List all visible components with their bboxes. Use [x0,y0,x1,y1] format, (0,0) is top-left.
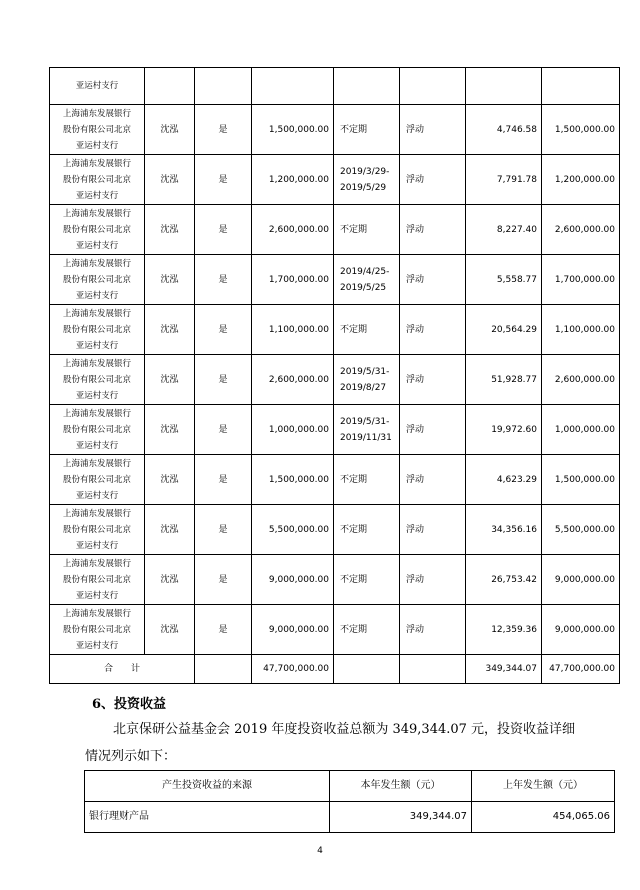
table-row [50,605,620,655]
bank-name-cell [50,255,145,305]
income-type-cell: 浮动 [400,555,466,605]
recovered-amount-cell: 1,500,000.00 [542,455,620,505]
recovered-amount-cell: 1,200,000.00 [542,155,620,205]
person-cell: 沈泓 [145,605,195,655]
bank-name-cell [50,105,145,155]
period-cell-line: 2019/5/25 [340,282,387,293]
bank-name-cell-line: 上海浦东发展银行 [62,508,131,519]
empty-cell [400,655,466,684]
bank-name-cell-line: 亚运村支行 [75,140,119,151]
bank-name-cell-line: 上海浦东发展银行 [62,108,131,119]
income-type-cell: 浮动 [400,405,466,455]
income-cell: 19,972.60 [466,405,542,455]
period-cell [334,405,400,455]
bank-name-cell-line: 股份有限公司北京 [62,424,131,435]
related-party-cell: 是 [195,155,252,205]
bank-name-cell-line: 股份有限公司北京 [62,224,131,235]
period-cell-line: 2019/3/29- [340,166,390,177]
period-cell-line: 不定期 [340,224,368,235]
table-row [50,255,620,305]
recovered-amount-cell: 9,000,000.00 [542,555,620,605]
period-cell [334,155,400,205]
total-recovered: 47,700,000.00 [542,655,620,684]
bank-name-cell-line: 亚运村支行 [75,490,119,501]
amount-cell: 1,700,000.00 [252,255,334,305]
income-cell: 7,791.78 [466,155,542,205]
period-cell-line: 不定期 [340,624,368,635]
period-cell-line: 不定期 [340,524,368,535]
table-row [50,405,620,455]
bank-name-cell-line: 上海浦东发展银行 [62,408,131,419]
person-cell: 沈泓 [145,205,195,255]
bank-name-cell-line: 上海浦东发展银行 [62,208,131,219]
related-party-cell: 是 [195,355,252,405]
investment-income-summary: 北京保研公益基金会 2019 年度投资收益总额为 349,344.07 元，投资收益详细情况列示如下： [85,722,576,764]
table-row [50,555,620,605]
income-cell: 4,746.58 [466,105,542,155]
bank-name-cell-line: 股份有限公司北京 [62,124,131,135]
person-cell: 沈泓 [145,255,195,305]
income-type-cell: 浮动 [400,155,466,205]
investment-income-table [84,770,615,833]
person-cell: 沈泓 [145,155,195,205]
recovered-amount-cell: 1,000,000.00 [542,405,620,455]
investment-detail-table [49,67,620,684]
amount-cell: 2,600,000.00 [252,205,334,255]
bank-name-cell [50,505,145,555]
table-header-row [85,771,615,802]
income-type-cell: 浮动 [400,105,466,155]
bank-name-cell [50,155,145,205]
amount-cell: 9,000,000.00 [252,605,334,655]
bank-name-cell-line: 股份有限公司北京 [62,374,131,385]
bank-name-cell-line: 上海浦东发展银行 [62,358,131,369]
income-type-cell: 浮动 [400,355,466,405]
person-cell: 沈泓 [145,305,195,355]
bank-name-cell [50,555,145,605]
person-cell: 沈泓 [145,455,195,505]
amount-cell: 2,600,000.00 [252,355,334,405]
recovered-amount-cell: 2,600,000.00 [542,355,620,405]
total-amount: 47,700,000.00 [252,655,334,684]
table-row [50,455,620,505]
related-party-cell: 是 [195,505,252,555]
bank-name-cell-line: 股份有限公司北京 [62,624,131,635]
amount-cell: 5,500,000.00 [252,505,334,555]
bank-name-cell-line: 股份有限公司北京 [62,324,131,335]
income-type-cell: 浮动 [400,305,466,355]
income-type-cell: 浮动 [400,605,466,655]
bank-name-cell-line: 亚运村支行 [75,590,119,601]
related-party-cell: 是 [195,405,252,455]
income-cell: 20,564.29 [466,305,542,355]
bank-name-cell-line: 上海浦东发展银行 [62,258,131,269]
table-row [50,355,620,405]
income-type-cell: 浮动 [400,455,466,505]
income-cell: 12,359.36 [466,605,542,655]
amount-cell: 1,000,000.00 [252,405,334,455]
bank-name-cell-line: 亚运村支行 [75,290,119,301]
bank-name-cell-line: 亚运村支行 [75,340,119,351]
bank-name-cell-line: 股份有限公司北京 [62,474,131,485]
table-row [50,505,620,555]
current-year-amount: 349,344.07 [330,802,472,833]
income-cell: 34,356.16 [466,505,542,555]
recovered-amount-cell: 2,600,000.00 [542,205,620,255]
period-cell [334,305,400,355]
bank-name-cell [50,605,145,655]
bank-name-cell [50,355,145,405]
income-cell: 4,623.29 [466,455,542,505]
income-cell: 5,558.77 [466,255,542,305]
table-row [50,155,620,205]
period-cell [334,505,400,555]
bank-name-cell-line: 亚运村支行 [75,390,119,401]
table-row [50,68,620,105]
header-previous-year: 上年发生额（元） [472,771,615,802]
period-cell-line: 2019/5/31- [340,416,390,427]
period-cell [334,255,400,305]
period-cell [334,355,400,405]
related-party-cell: 是 [195,305,252,355]
bank-name-cell-line: 上海浦东发展银行 [62,558,131,569]
bank-name-cell-line: 股份有限公司北京 [62,274,131,285]
income-source-cell: 银行理财产品 [85,802,330,833]
bank-name-cell-line: 股份有限公司北京 [62,524,131,535]
related-party-cell: 是 [195,605,252,655]
recovered-amount-cell: 9,000,000.00 [542,605,620,655]
bank-name-cell-line: 亚运村支行 [75,640,119,651]
bank-name-cell-line: 亚运村支行 [75,190,119,201]
bank-name-cell-line: 上海浦东发展银行 [62,458,131,469]
related-party-cell: 是 [195,555,252,605]
header-source: 产生投资收益的来源 [85,771,330,802]
income-cell: 51,928.77 [466,355,542,405]
period-cell [334,105,400,155]
table-row [50,305,620,355]
bank-name-cell: 亚运村支行 [50,68,145,105]
recovered-amount-cell: 1,100,000.00 [542,305,620,355]
total-income: 349,344.07 [466,655,542,684]
person-cell: 沈泓 [145,505,195,555]
income-cell: 26,753.42 [466,555,542,605]
bank-name-cell-line: 上海浦东发展银行 [62,608,131,619]
empty-cell [195,655,252,684]
income-type-cell: 浮动 [400,205,466,255]
related-party-cell: 是 [195,205,252,255]
empty-cell [334,655,400,684]
person-cell: 沈泓 [145,555,195,605]
amount-cell: 1,500,000.00 [252,455,334,505]
bank-name-cell-line: 亚运村支行 [75,440,119,451]
income-cell: 8,227.40 [466,205,542,255]
period-cell [334,605,400,655]
period-cell [334,555,400,605]
amount-cell: 1,100,000.00 [252,305,334,355]
amount-cell: 1,500,000.00 [252,105,334,155]
bank-name-cell-line: 上海浦东发展银行 [62,158,131,169]
total-label: 合 计 [50,655,195,684]
period-cell-line: 不定期 [340,324,368,335]
bank-name-cell [50,405,145,455]
amount-cell: 1,200,000.00 [252,155,334,205]
section-heading: 6、投资收益 [92,697,167,712]
person-cell: 沈泓 [145,355,195,405]
period-cell-line: 2019/4/25- [340,266,390,277]
table-row [50,105,620,155]
bank-name-cell-line: 亚运村支行 [75,540,119,551]
period-cell [334,455,400,505]
period-cell-line: 2019/11/31 [340,432,392,443]
total-row [50,655,620,684]
bank-name-cell-line: 股份有限公司北京 [62,574,131,585]
period-cell-line: 2019/8/27 [340,382,387,393]
bank-name-cell [50,205,145,255]
period-cell-line: 不定期 [340,574,368,585]
bank-name-cell-line: 股份有限公司北京 [62,174,131,185]
person-cell: 沈泓 [145,405,195,455]
page-number: 4 [317,846,323,856]
period-cell [334,205,400,255]
related-party-cell: 是 [195,255,252,305]
income-type-cell: 浮动 [400,255,466,305]
income-type-cell: 浮动 [400,505,466,555]
period-cell-line: 不定期 [340,474,368,485]
related-party-cell: 是 [195,105,252,155]
previous-year-amount: 454,065.06 [472,802,615,833]
bank-name-cell [50,305,145,355]
bank-name-cell-line: 亚运村支行 [75,240,119,251]
recovered-amount-cell: 1,700,000.00 [542,255,620,305]
recovered-amount-cell: 1,500,000.00 [542,105,620,155]
bank-name-cell [50,455,145,505]
related-party-cell: 是 [195,455,252,505]
period-cell-line: 2019/5/31- [340,366,390,377]
person-cell: 沈泓 [145,105,195,155]
header-current-year: 本年发生额（元） [330,771,472,802]
table-row [50,205,620,255]
period-cell-line: 2019/5/29 [340,182,387,193]
amount-cell: 9,000,000.00 [252,555,334,605]
recovered-amount-cell: 5,500,000.00 [542,505,620,555]
period-cell-line: 不定期 [340,124,368,135]
table-row [85,802,615,833]
bank-name-cell-line: 上海浦东发展银行 [62,308,131,319]
